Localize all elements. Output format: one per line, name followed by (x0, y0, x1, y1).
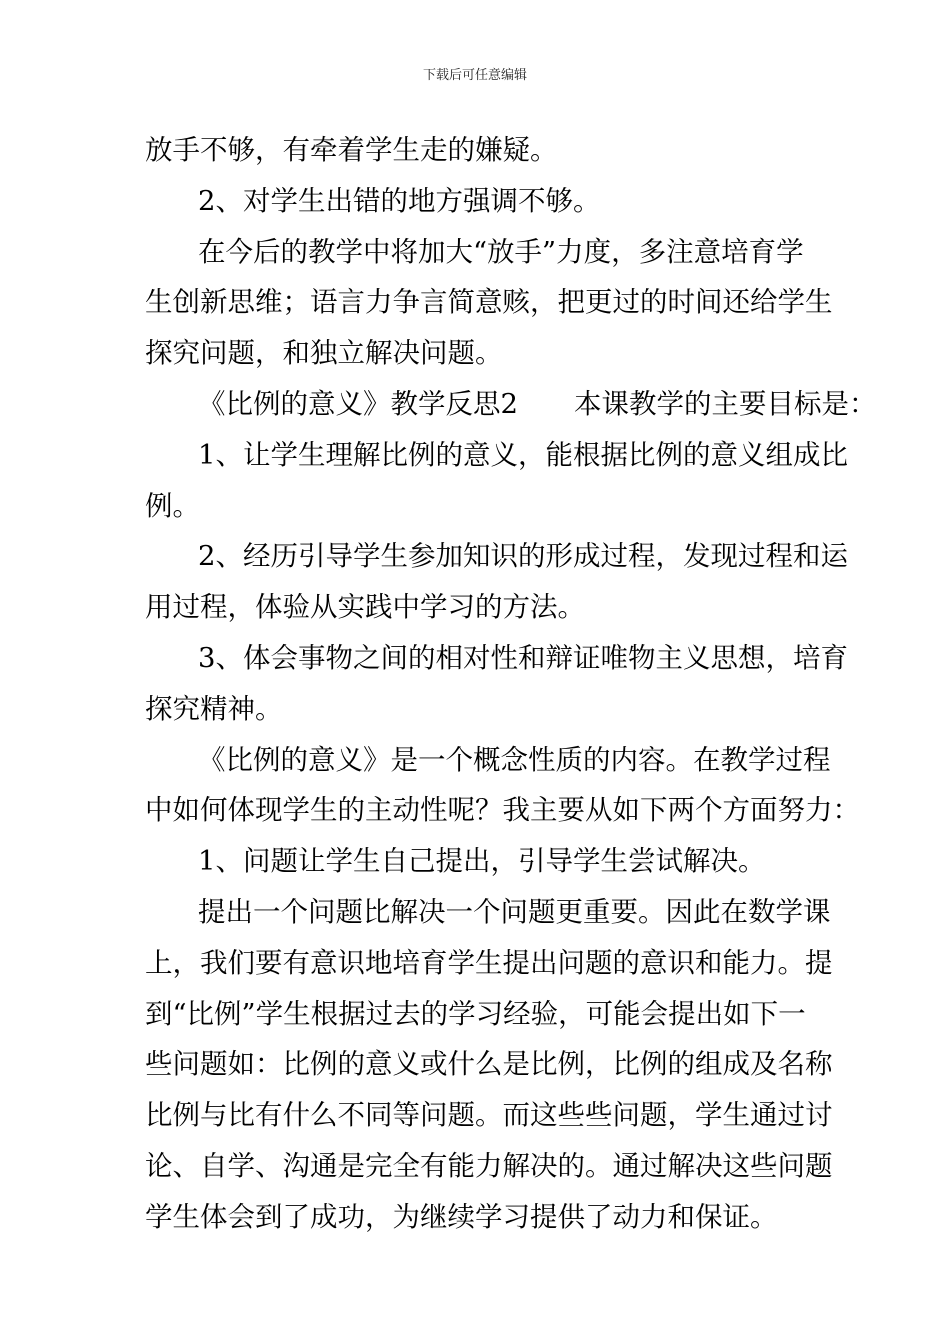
text-line-content: 用过程，体验从实践中学习的方法。 (145, 591, 585, 624)
text-line (145, 531, 848, 582)
text-line-content: 学生体会到了成功，为继续学习提供了动力和保证。 (145, 1200, 778, 1233)
text-line-content: 比例与比有什么不同等问题。而这些些问题，学生通过讨 (145, 1099, 833, 1132)
text-line-tail: 本课教学的主要目标是： (574, 387, 877, 420)
text-line (145, 684, 813, 735)
text-line-content: 到“比例”学生根据过去的学习经验，可能会提出如下一 (145, 997, 806, 1030)
page-header: 下载后可任意编辑 (422, 68, 527, 83)
text-line (145, 481, 813, 532)
text-line (145, 785, 860, 836)
text-line-content: 《比例的意义》是一个概念性质的内容。在教学过程 (198, 743, 831, 776)
text-line-content: 探究精神。 (145, 692, 283, 725)
text-line (145, 379, 877, 430)
text-line (145, 989, 813, 1040)
text-line-content: 论、自学、沟通是完全有能力解决的。通过解决这些问题 (145, 1149, 833, 1182)
text-line (145, 1141, 833, 1192)
text-line-content: 2、经历引导学生参加知识的形成过程，发现过程和运 (198, 540, 848, 573)
text-line (145, 735, 831, 786)
text-line-content: 上，我们要有意识地培育学生提出问题的意识和能力。提 (145, 946, 833, 979)
text-line-content: 生创新思维；语言力争言简意赅，把更过的时间还给学生 (145, 286, 833, 319)
text-line-content: 1、让学生理解比例的意义，能根据比例的意义组成比 (198, 438, 848, 471)
text-line-content: 中如何体现学生的主动性呢？我主要从如下两个方面努力： (145, 794, 860, 827)
text-line (145, 887, 831, 938)
text-line-content: 些问题如：比例的意义或什么是比例，比例的组成及名称 (145, 1048, 833, 1081)
text-line-content: 1、问题让学生自己提出，引导学生尝试解决。 (198, 845, 766, 878)
text-line-content: 放手不够，有牵着学生走的嫌疑。 (145, 134, 558, 166)
text-line (145, 227, 813, 278)
text-line (145, 1090, 833, 1141)
document-body (145, 125, 877, 1243)
text-line (145, 938, 833, 989)
text-line (145, 1192, 813, 1243)
text-line-content: 2、对学生出错的地方强调不够。 (198, 184, 601, 217)
text-line (145, 277, 833, 328)
text-line (145, 1039, 833, 1090)
text-line (145, 328, 813, 379)
text-line (145, 125, 813, 176)
text-line-content: 例。 (145, 489, 200, 522)
text-line-content: 3、体会事物之间的相对性和辩证唯物主义思想，培育 (198, 641, 848, 674)
text-line (145, 633, 848, 684)
text-line (145, 582, 813, 633)
text-line-content: 提出一个问题比解决一个问题更重要。因此在数学课 (198, 895, 831, 928)
text-line (145, 176, 813, 227)
text-line (145, 836, 813, 887)
text-line-content: 《比例的意义》教学反思2 (198, 387, 518, 420)
text-line (145, 430, 848, 481)
text-line-content: 在今后的教学中将加大“放手”力度，多注意培育学 (198, 235, 804, 268)
text-line-content: 探究问题，和独立解决问题。 (145, 337, 503, 370)
